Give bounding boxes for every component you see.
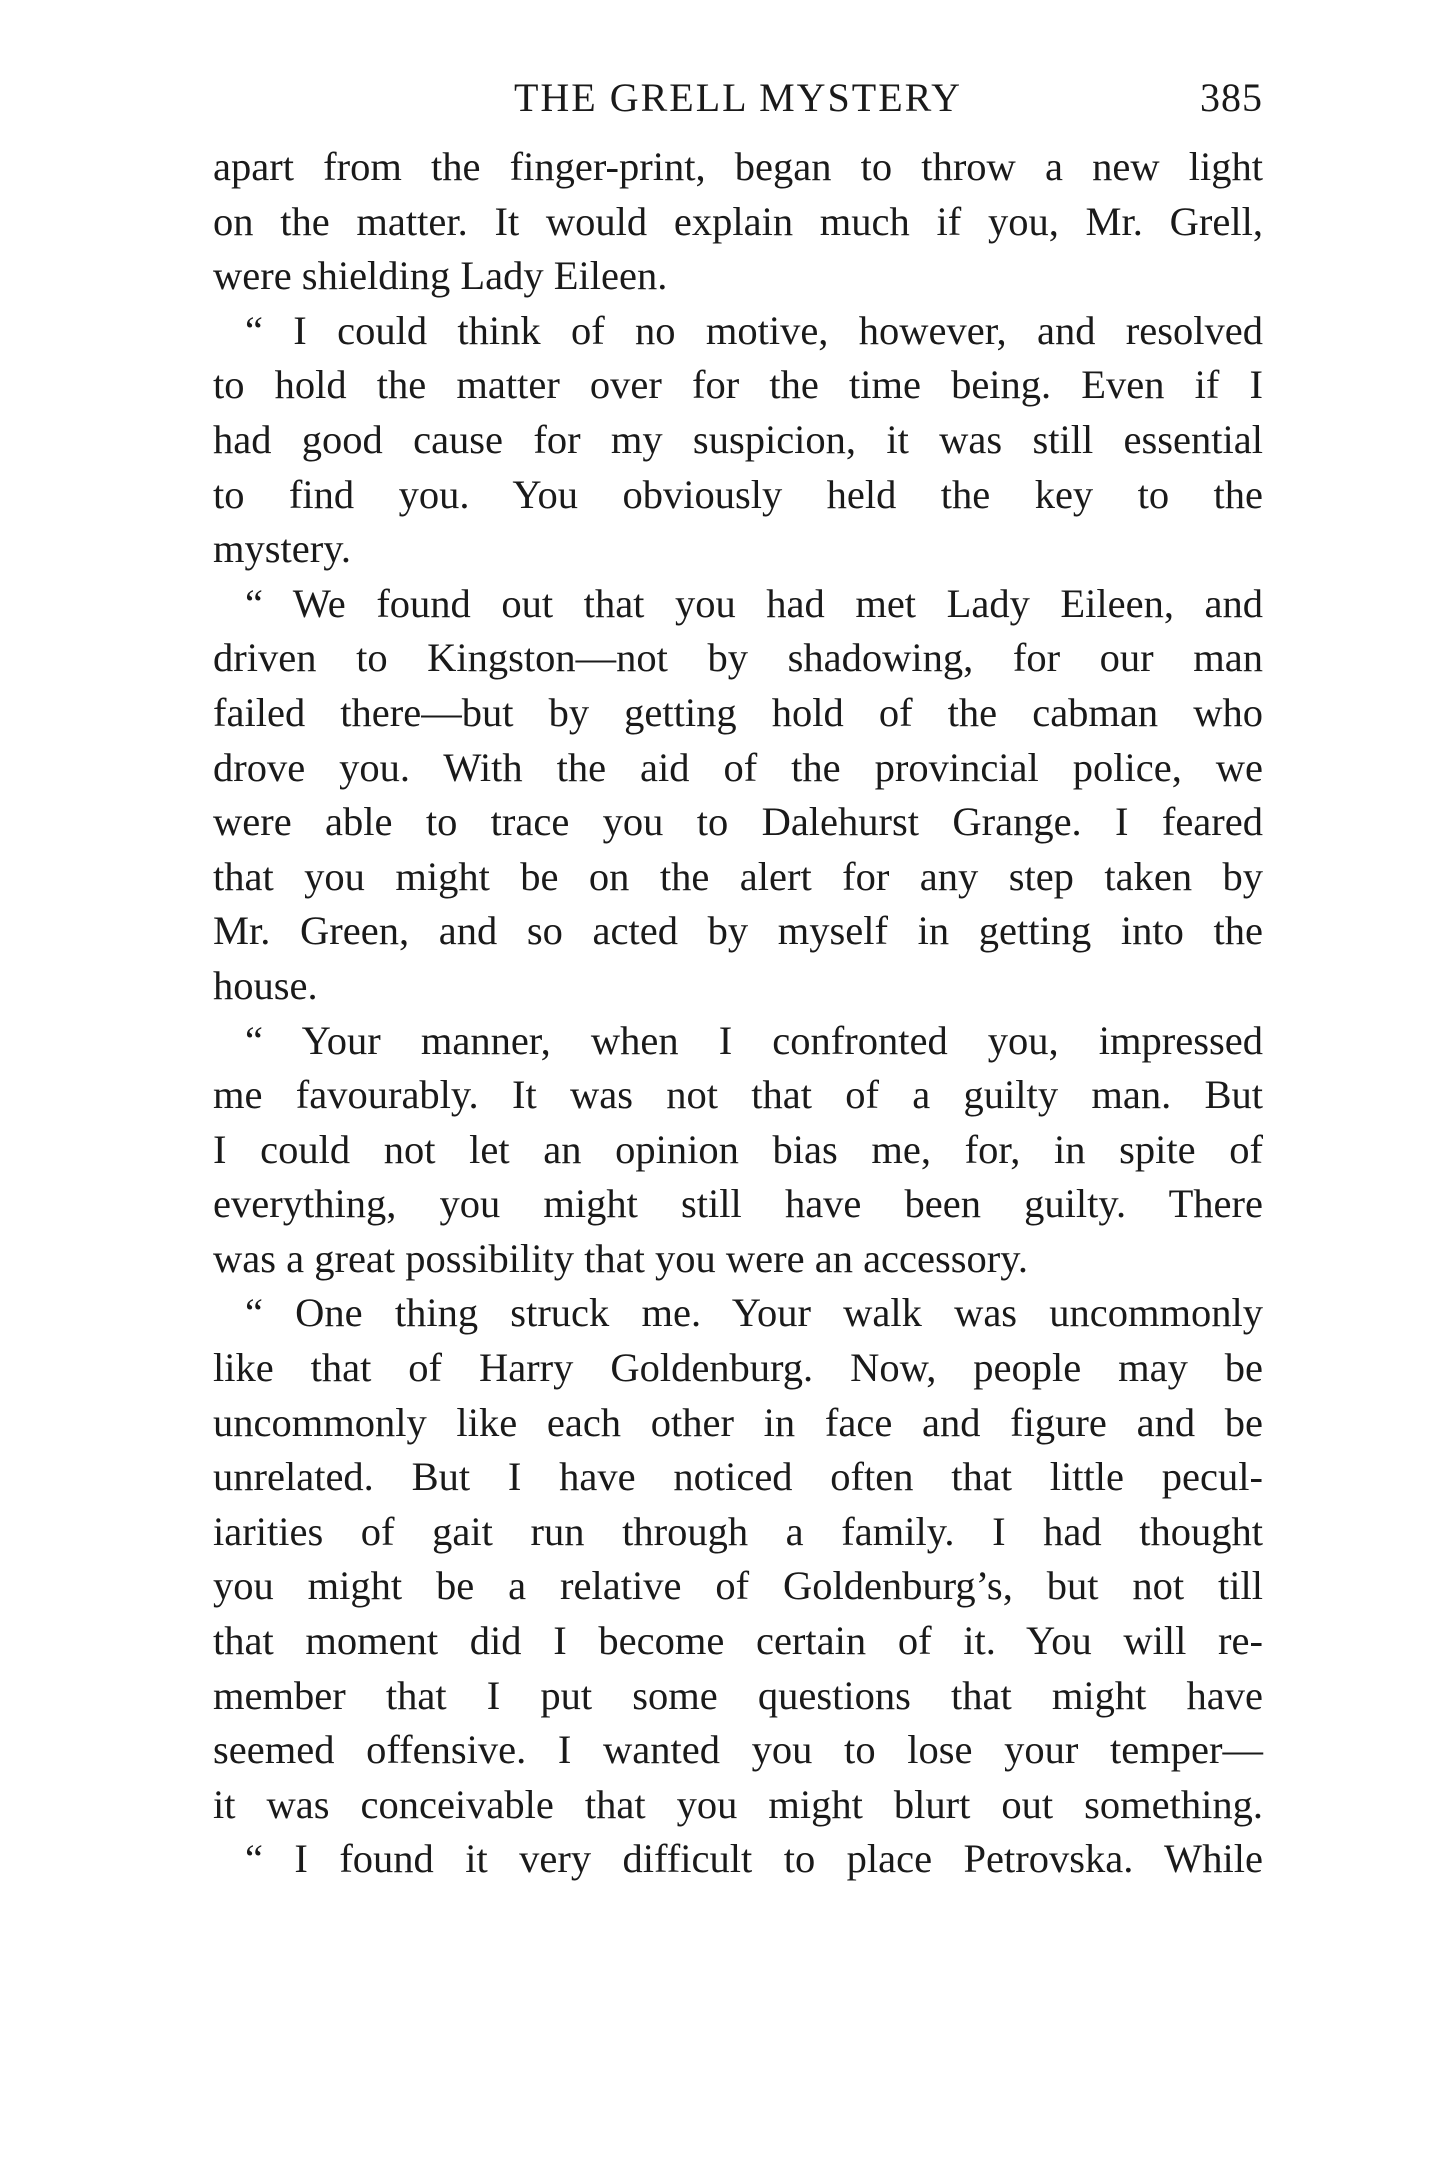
text-line: apart from the finger-print, began to throw a new light (213, 144, 1263, 189)
text-line: house. (213, 962, 318, 1008)
text-line: Mr. Green, and so acted by myself in getting into the (213, 908, 1263, 954)
text-line: to hold the matter over for the time being. Even if I (213, 362, 1263, 408)
text-line: you might be a relative of Goldenburg’s, but not till (213, 1563, 1263, 1609)
text-line: member that I put some questions that might have (213, 1672, 1263, 1718)
text-line: “ Your manner, when I confronted you, impressed (245, 1017, 1263, 1063)
text-line: seemed offensive. I wanted you to lose your temper— (213, 1727, 1263, 1773)
text-line: I could not let an opinion bias me, for, in spite of (213, 1126, 1263, 1172)
text-line: everything, you might still have been guilty. There (213, 1181, 1263, 1227)
body-text (213, 140, 1263, 1887)
text-line: unrelated. But I have noticed often that little pecul- (213, 1454, 1263, 1500)
text-line: “ I could think of no motive, however, and resolved (245, 307, 1263, 353)
text-line: were able to trace you to Dalehurst Grange. I feared (213, 799, 1263, 845)
text-line: failed there—but by getting hold of the cabman who (213, 689, 1263, 735)
book-page (213, 66, 1263, 1887)
text-line: it was conceivable that you might blurt out something. (213, 1781, 1263, 1827)
text-line: on the matter. It would explain much if you, Mr. Grell, (213, 198, 1263, 244)
text-line: “ We found out that you had met Lady Eileen, and (245, 580, 1263, 626)
text-line: “ One thing struck me. Your walk was uncommonly (245, 1290, 1263, 1336)
text-line: had good cause for my suspicion, it was still essential (213, 416, 1263, 462)
text-line: like that of Harry Goldenburg. Now, people may be (213, 1345, 1263, 1391)
text-line: were shielding Lady Eileen. (213, 253, 668, 299)
text-line: that moment did I become certain of it. You will re- (213, 1618, 1263, 1664)
running-header (213, 66, 1263, 130)
page-number: 385 (1200, 75, 1263, 120)
text-line: me favourably. It was not that of a guilty man. But (213, 1072, 1263, 1118)
text-line: iarities of gait run through a family. I had thought (213, 1508, 1263, 1554)
text-line: drove you. With the aid of the provincial police, we (213, 744, 1263, 790)
text-line: “ I found it very difficult to place Petrovska. While (245, 1836, 1263, 1882)
text-line: driven to Kingston—not by shadowing, for our man (213, 635, 1263, 681)
text-line: was a great possibility that you were an accessory. (213, 1235, 1028, 1281)
text-line: that you might be on the alert for any step taken by (213, 853, 1263, 899)
running-title: THE GRELL MYSTERY (513, 75, 963, 120)
text-line: mystery. (213, 526, 351, 572)
text-line: to find you. You obviously held the key to the (213, 471, 1263, 517)
text-line: uncommonly like each other in face and figure and be (213, 1399, 1263, 1445)
